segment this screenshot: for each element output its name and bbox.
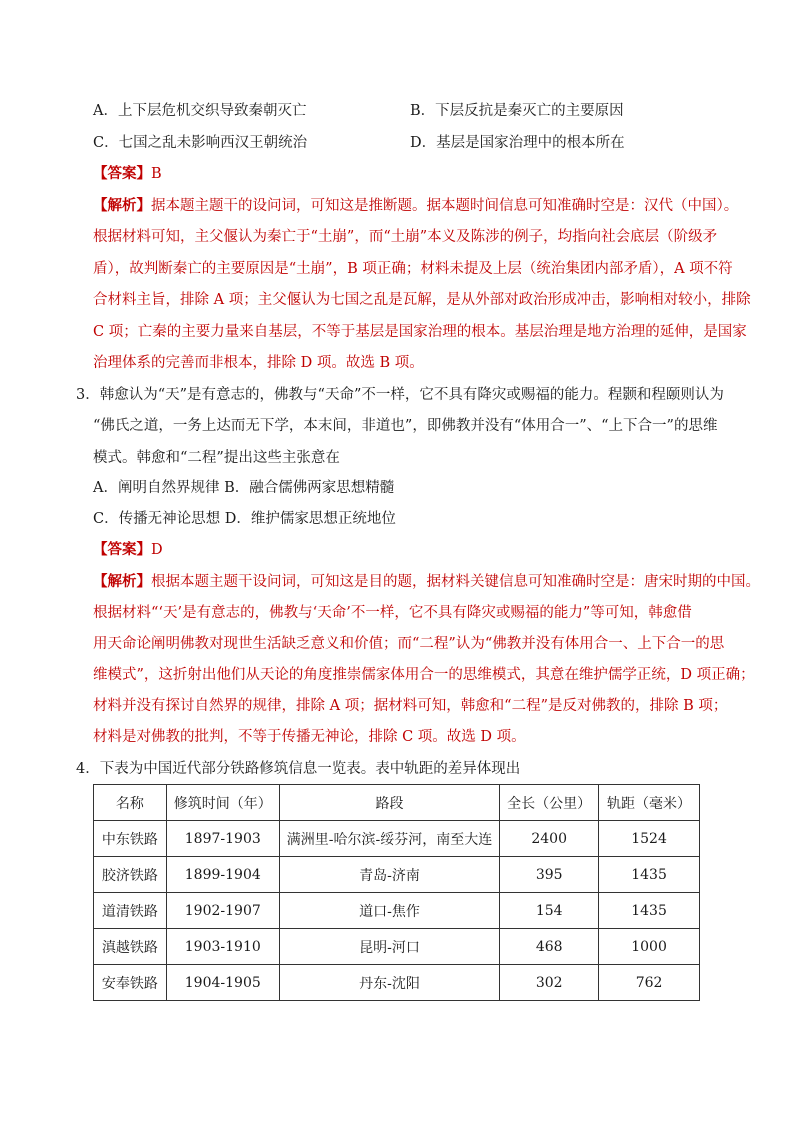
q2-analysis-line bbox=[93, 196, 738, 216]
table-cell: 道口-焦作 bbox=[279, 893, 500, 929]
q3-options-row: C．传播无神论思想 D．维护儒家思想正统地位 bbox=[93, 511, 396, 527]
header-cell: 轨距（毫米） bbox=[599, 785, 700, 821]
table-cell: 1435 bbox=[599, 893, 700, 929]
analysis-text: 根据本题主题干设问词，可知这是目的题，据材料关键信息可知准确时空是：唐宋时期的中国。 bbox=[151, 574, 760, 590]
q2-analysis-line: 合材料主旨，排除 A 项；主父偃认为七国之乱是瓦解，是从外部对政治形成冲击，影响相对较小，排除 bbox=[93, 292, 751, 308]
header-cell: 名称 bbox=[94, 785, 167, 821]
table-row bbox=[94, 821, 700, 857]
q2-analysis-line: C 项；亡秦的主要力量来自基层，不等于基层是国家治理的根本。基层治理是地方治理的延伸，是国家 bbox=[93, 324, 747, 340]
table-cell: 1903-1910 bbox=[166, 929, 279, 965]
q3-analysis-line: 维模式”，这折射出他们从天论的角度推崇儒家体用合一的思维模式，其意在维护儒学正统，D 项正确； bbox=[93, 667, 755, 683]
analysis-text: 据本题主题干的设问词，可知这是推断题。据本题时间信息可知准确时空是：汉代（中国）。 bbox=[151, 198, 739, 214]
q4-stem: 4．下表为中国近代部分铁路修筑信息一览表。表中轨距的差异体现出 bbox=[76, 761, 521, 777]
answer-value: B bbox=[151, 166, 162, 182]
q3-analysis-line: 材料是对佛教的批判，不等于传播无神论，排除 C 项。故选 D 项。 bbox=[93, 729, 526, 745]
header-cell: 路段 bbox=[279, 785, 500, 821]
table-cell: 道清铁路 bbox=[94, 893, 167, 929]
q3-analysis-line bbox=[93, 572, 760, 592]
q3-stem-line: 3．韩愈认为“天”是有意志的，佛教与“天命”不一样，它不具有降灾或赐福的能力。程颢和程颐则认为 bbox=[76, 387, 724, 403]
table-cell: 青岛-济南 bbox=[279, 857, 500, 893]
table-header-row bbox=[94, 785, 700, 821]
q3-options-row: A．阐明自然界规律 B．融合儒佛两家思想精髓 bbox=[93, 480, 395, 496]
header-cell: 全长（公里） bbox=[500, 785, 599, 821]
table-cell: 安奉铁路 bbox=[94, 965, 167, 1001]
table-row bbox=[94, 857, 700, 893]
answer-tag: 【答案】 bbox=[93, 165, 151, 182]
analysis-tag: 【解析】 bbox=[93, 197, 151, 214]
table-cell: 胶济铁路 bbox=[94, 857, 167, 893]
q3-analysis-line: 材料并没有探讨自然界的规律，排除 A 项；据材料可知，韩愈和“二程”是反对佛教的，排除 B 项； bbox=[93, 698, 728, 714]
table-cell: 昆明-河口 bbox=[279, 929, 500, 965]
q2-option-d: D．基层是国家治理中的根本所在 bbox=[410, 135, 625, 151]
q3-answer bbox=[93, 540, 163, 560]
table-cell: 154 bbox=[500, 893, 599, 929]
q2-option-c: C．七国之乱未影响西汉王朝统治 bbox=[93, 135, 308, 151]
table-row bbox=[94, 929, 700, 965]
q2-analysis-line: 盾），故判断秦亡的主要原因是“土崩”，B 项正确；材料未提及上层（统治集团内部矛盾），A 项不符 bbox=[93, 261, 733, 277]
railway-table bbox=[93, 784, 700, 1001]
q2-option-a: A．上下层危机交织导致秦朝灭亡 bbox=[93, 103, 307, 119]
table-row bbox=[94, 965, 700, 1001]
header-cell: 修筑时间（年） bbox=[166, 785, 279, 821]
q3-analysis-line: 根据材料“‘天’是有意志的，佛教与‘天命’不一样，它不具有降灾或赐福的能力”等可知，韩愈借 bbox=[93, 605, 692, 621]
table-cell: 1524 bbox=[599, 821, 700, 857]
table-cell: 满洲里-哈尔滨-绥芬河，南至大连 bbox=[279, 821, 500, 857]
analysis-tag: 【解析】 bbox=[93, 573, 151, 590]
q3-analysis-line: 用天命论阐明佛教对现世生活缺乏意义和价值；而“二程”认为“佛教并没有体用合一、上下合一的思 bbox=[93, 636, 725, 652]
table-cell: 2400 bbox=[500, 821, 599, 857]
table-cell: 302 bbox=[500, 965, 599, 1001]
q2-answer bbox=[93, 164, 162, 184]
table-cell: 1897-1903 bbox=[166, 821, 279, 857]
answer-value: D bbox=[151, 542, 163, 558]
table-cell: 762 bbox=[599, 965, 700, 1001]
table-cell: 滇越铁路 bbox=[94, 929, 167, 965]
table-cell: 1000 bbox=[599, 929, 700, 965]
table-row bbox=[94, 893, 700, 929]
table-cell: 丹东-沈阳 bbox=[279, 965, 500, 1001]
answer-tag: 【答案】 bbox=[93, 541, 151, 558]
table-cell: 1902-1907 bbox=[166, 893, 279, 929]
q3-stem-line: “佛氏之道，一务上达而无下学，本末间，非道也”，即佛教并没有“体用合一”、“上下合一”的思维 bbox=[93, 418, 718, 434]
q2-analysis-line: 根据材料可知，主父偃认为秦亡于“土崩”，而“土崩”本义及陈涉的例子，均指向社会底层（阶级矛 bbox=[93, 229, 718, 245]
table-cell: 395 bbox=[500, 857, 599, 893]
table-cell: 1899-1904 bbox=[166, 857, 279, 893]
table-cell: 468 bbox=[500, 929, 599, 965]
q2-option-b: B．下层反抗是秦灭亡的主要原因 bbox=[410, 103, 624, 119]
table-cell: 1435 bbox=[599, 857, 700, 893]
table-cell: 1904-1905 bbox=[166, 965, 279, 1001]
table-cell: 中东铁路 bbox=[94, 821, 167, 857]
q2-analysis-line: 治理体系的完善而非根本，排除 D 项。故选 B 项。 bbox=[93, 355, 424, 371]
q3-stem-line: 模式。韩愈和“二程”提出这些主张意在 bbox=[93, 450, 340, 466]
